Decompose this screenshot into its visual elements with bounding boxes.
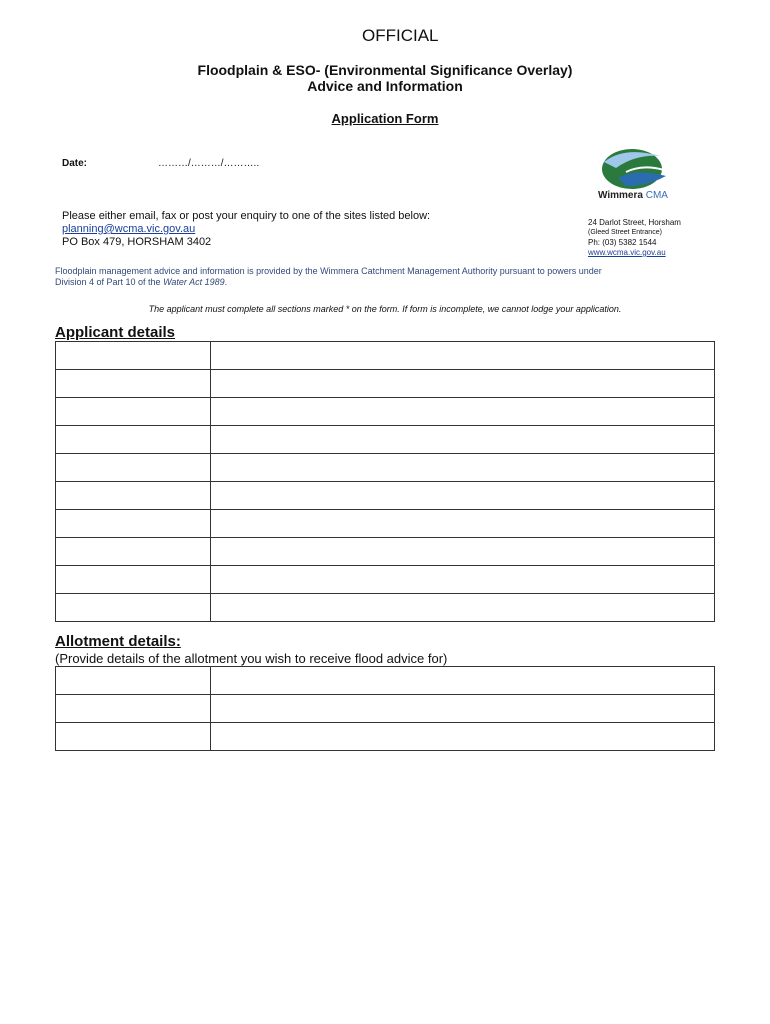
field-label-cell bbox=[56, 370, 211, 398]
website-link[interactable]: www.wcma.vic.gov.au bbox=[588, 248, 666, 257]
logo-wordmark: Wimmera CMA bbox=[598, 190, 668, 201]
instruction-note: The applicant must complete all sections marked * on the form. If form is incomplete, we cannot lodge your application. bbox=[148, 304, 622, 314]
field-label-cell bbox=[56, 667, 211, 695]
table-row bbox=[56, 695, 715, 723]
phone-number: Ph: (03) 5382 1544 bbox=[588, 238, 657, 247]
wimmera-cma-logo bbox=[596, 146, 696, 206]
field-label-cell bbox=[56, 695, 211, 723]
table-row bbox=[56, 667, 715, 695]
field-input-cell[interactable] bbox=[211, 454, 715, 482]
field-label-cell bbox=[56, 454, 211, 482]
field-input-cell[interactable] bbox=[211, 398, 715, 426]
table-row bbox=[56, 426, 715, 454]
table-row bbox=[56, 566, 715, 594]
applicant-table bbox=[55, 341, 715, 622]
contact-intro: Please either email, fax or post your enquiry to one of the sites listed below: bbox=[62, 210, 431, 222]
table-row bbox=[56, 482, 715, 510]
date-field[interactable]: ………/………/……….. bbox=[158, 158, 260, 169]
street-address: 24 Darlot Street, Horsham bbox=[588, 218, 681, 227]
field-input-cell[interactable] bbox=[211, 426, 715, 454]
field-input-cell[interactable] bbox=[211, 342, 715, 370]
field-label-cell bbox=[56, 482, 211, 510]
official-marking: OFFICIAL bbox=[362, 26, 439, 45]
field-label-cell bbox=[56, 538, 211, 566]
field-label-cell bbox=[56, 398, 211, 426]
table-row bbox=[56, 510, 715, 538]
field-input-cell[interactable] bbox=[211, 594, 715, 622]
form-title: Application Form bbox=[331, 111, 439, 126]
table-row bbox=[56, 594, 715, 622]
office-address bbox=[588, 218, 681, 258]
field-label-cell bbox=[56, 594, 211, 622]
field-input-cell[interactable] bbox=[211, 566, 715, 594]
notice-line-1: Floodplain management advice and information is provided by the Wimmera Catchment Management Authority pursuant to powers under bbox=[55, 266, 602, 276]
table-row bbox=[56, 370, 715, 398]
field-input-cell[interactable] bbox=[211, 667, 715, 695]
allotment-subheading: (Provide details of the allotment you wish to receive flood advice for) bbox=[55, 651, 448, 666]
applicant-heading: Applicant details bbox=[55, 324, 176, 341]
field-label-cell bbox=[56, 723, 211, 751]
entrance-note: (Gleed Street Entrance) bbox=[588, 229, 662, 236]
field-label-cell bbox=[56, 342, 211, 370]
field-label-cell bbox=[56, 426, 211, 454]
field-input-cell[interactable] bbox=[211, 370, 715, 398]
allotment-heading: Allotment details: bbox=[55, 633, 181, 650]
legal-notice bbox=[55, 266, 735, 288]
allotment-table bbox=[55, 666, 715, 751]
page-title: Floodplain & ESO- (Environmental Significance Overlay) bbox=[197, 62, 573, 78]
table-row bbox=[56, 398, 715, 426]
page-subtitle: Advice and Information bbox=[307, 78, 463, 94]
notice-line-2: Division 4 of Part 10 of the Water Act 1989. bbox=[55, 277, 228, 287]
field-input-cell[interactable] bbox=[211, 510, 715, 538]
table-row bbox=[56, 454, 715, 482]
field-input-cell[interactable] bbox=[211, 695, 715, 723]
field-input-cell[interactable] bbox=[211, 482, 715, 510]
logo-icon bbox=[596, 146, 696, 192]
table-row bbox=[56, 342, 715, 370]
table-row bbox=[56, 538, 715, 566]
field-input-cell[interactable] bbox=[211, 538, 715, 566]
field-label-cell bbox=[56, 510, 211, 538]
po-box: PO Box 479, HORSHAM 3402 bbox=[62, 236, 212, 248]
field-label-cell bbox=[56, 566, 211, 594]
date-label: Date: bbox=[62, 158, 88, 169]
email-link[interactable]: planning@wcma.vic.gov.au bbox=[62, 223, 196, 235]
field-input-cell[interactable] bbox=[211, 723, 715, 751]
table-row bbox=[56, 723, 715, 751]
